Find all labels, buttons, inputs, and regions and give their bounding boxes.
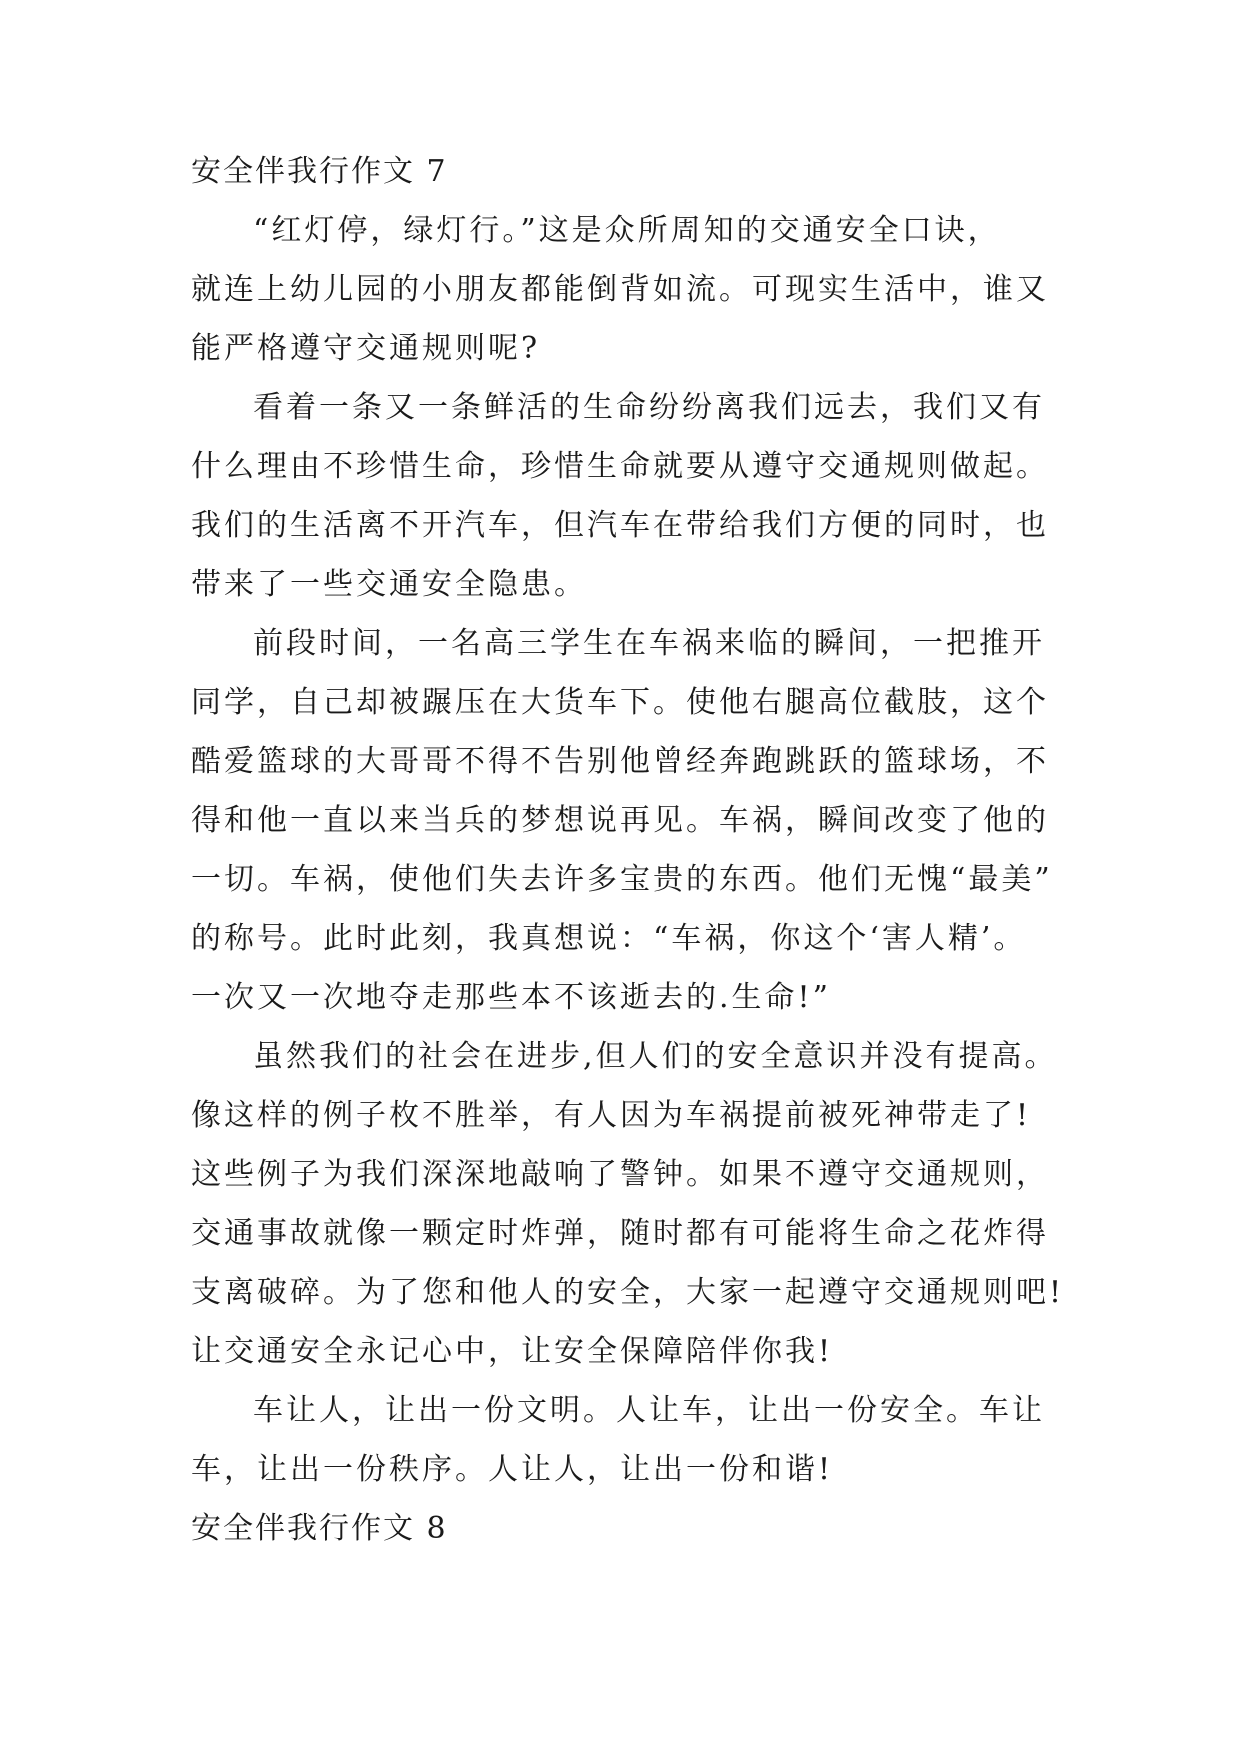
paragraph-3-line-1: 前段时间，一名高三学生在车祸来临的瞬间，一把推开 [253,626,1045,661]
paragraph-4-line-1: 虽然我们的社会在进步,但人们的安全意识并没有提高。 [253,1039,1058,1074]
paragraph-1-line-2: 就连上幼儿园的小朋友都能倒背如流。可现实生活中，谁又 [191,272,1049,307]
paragraph-5-line-1: 车让人，让出一份文明。人让车，让出一份安全。车让 [253,1393,1045,1428]
paragraph-3-line-6: 的称号。此时此刻，我真想说：“车祸，你这个‘害人精’。 [191,921,1027,956]
essay-heading-8: 安全伴我行作文 8 [191,1511,448,1546]
paragraph-4-line-4: 交通事故就像一颗定时炸弹，随时都有可能将生命之花炸得 [191,1216,1049,1251]
paragraph-3-line-3: 酷爱篮球的大哥哥不得不告别他曾经奔跑跳跃的篮球场，不 [191,744,1049,779]
essay-heading-7: 安全伴我行作文 7 [191,154,448,189]
paragraph-3-line-5: 一切。车祸，使他们失去许多宝贵的东西。他们无愧“最美” [191,862,1053,897]
paragraph-1-line-3: 能严格遵守交通规则呢? [191,331,541,366]
paragraph-2-line-2: 什么理由不珍惜生命，珍惜生命就要从遵守交通规则做起。 [191,449,1049,484]
paragraph-1-line-1: “红灯停，绿灯行。”这是众所周知的交通安全口诀， [253,213,1001,248]
paragraph-4-line-2: 像这样的例子枚不胜举，有人因为车祸提前被死神带走了! [191,1098,1032,1133]
paragraph-3-line-4: 得和他一直以来当兵的梦想说再见。车祸，瞬间改变了他的 [191,803,1049,838]
paragraph-5-line-2: 车，让出一份秩序。人让人，让出一份和谐! [191,1452,834,1487]
paragraph-3-line-2: 同学，自己却被蹍压在大货车下。使他右腿高位截肢，这个 [191,685,1049,720]
paragraph-2-line-1: 看着一条又一条鲜活的生命纷纷离我们远去，我们又有 [253,390,1045,425]
paragraph-4-line-6: 让交通安全永记心中，让安全保障陪伴你我! [191,1334,834,1369]
paragraph-4-line-3: 这些例子为我们深深地敲响了警钟。如果不遵守交通规则， [191,1157,1049,1192]
paragraph-4-line-5: 支离破碎。为了您和他人的安全，大家一起遵守交通规则吧! [191,1275,1065,1310]
paragraph-2-line-4: 带来了一些交通安全隐患。 [191,567,587,602]
paragraph-2-line-3: 我们的生活离不开汽车，但汽车在带给我们方便的同时，也 [191,508,1049,543]
paragraph-3-line-7: 一次又一次地夺走那些本不该逝去的.生命!” [191,980,831,1015]
